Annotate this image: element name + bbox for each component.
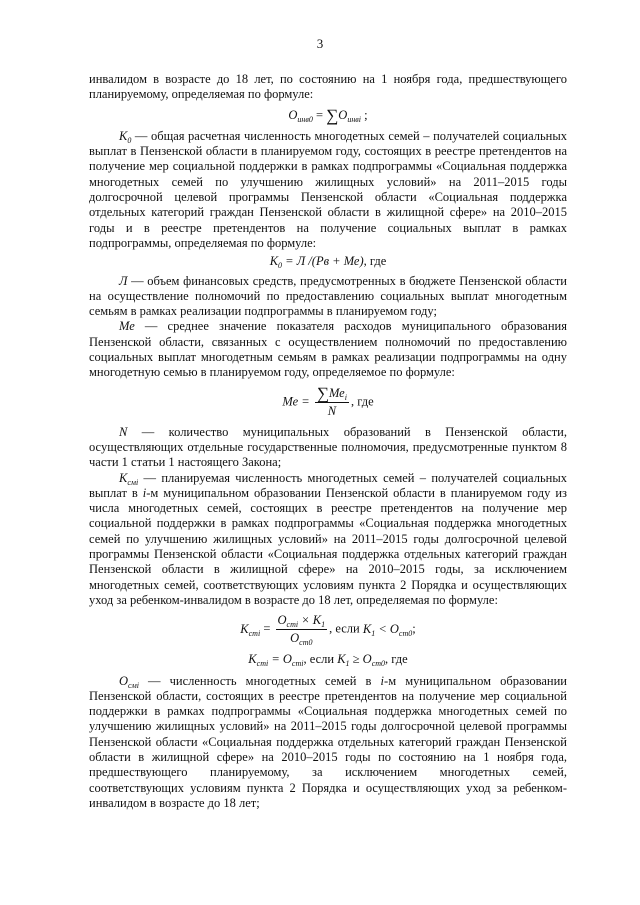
fraction-kcmi: $\frac{O_{cmi} \times K_1}{O_{cm0}}$ <box>277 613 326 648</box>
paragraph-ocmi-definition: $O_{смi}$ — численность многодетных семей в i-м муниципальном образовании Пензенской области, состоящих в реестре претендентов на получение мер социальной поддержки в рамках подпрограммы «Социальная поддержка многодетных семей по улучшению жилищных условий» на 2011–2015 годы долгосрочной целевой программы Пензенской области «Социальная поддержка отдельных категорий граждан Пензенской области в жилищной сфере» на 2010–2015 годы по состоянию на 1 ноября года, предшествующего планируемому, за исключением многодетных семей, соответствующих условиям пункта 2 Порядка и осуществляющих уход за ребенком-инвалидом в возрасте до 18 лет; <box>89 673 567 810</box>
paragraph-intro: инвалидом в возрасте до 18 лет, по состоянию на 1 ноября года, предшествующего планируемому, определяемая по формуле: <box>89 72 567 102</box>
formula-kcmi-2: $K_{cmi} = O_{cmi}$, если $K_1 \ge O_{cm0}$, где <box>248 652 408 669</box>
paragraph-me-definition: Ме — среднее значение показателя расходов муниципального образования Пензенской области, связанных с осуществлением полномочий по предоставлению социальных выплат многодетным семьям в рамках реализации подпрограммы на одну многодетную семью в планируемом году, определяемое по формуле: <box>89 319 567 380</box>
page-number: 3 <box>316 36 324 51</box>
formula-k0: $K_0 = Л$ /(Рв + Ме), где <box>269 254 387 271</box>
paragraph-k0-definition: $K_0$ — общая расчетная численность многодетных семей – получателей социальных выплат в Пензенской области в планируемом году, состоящих в реестре претендентов на получение мер социальной поддержки в рамках подпрограммы «Социальная поддержка многодетных семей по улучшению жилищных условий» на 2011–2015 годы долгосрочной целевой программы Пензенской области «Социальная поддержка отдельных категорий граждан Пензенской области в жилищной сфере» на 2010–2015 годы и в реестре претендентов на получение социальных выплат в рамках подпрограммы, определяемая по формуле: <box>89 128 567 250</box>
formula-me: Ме = $\frac{\sum Ме_i}{N}$ , где <box>282 383 374 418</box>
document-body <box>89 72 567 811</box>
fraction-me: $\frac{\sum Ме_i}{N}$ <box>316 383 347 418</box>
paragraph-l-definition: Л — объем финансовых средств, предусмотренных в бюджете Пензенской области на осуществление полномочий по предоставлению социальных выплат многодетным семьям в рамках реализации подпрограммы в планируемом году; <box>89 273 567 319</box>
paragraph-kcmi-definition: $K_{смi}$ — планируемая численность многодетных семей – получателей социальных выплат в i-м муниципальном образовании Пензенской области в планируемом году из числа многодетных семей, состоящих в реестре претендентов на получение мер социальной поддержки в рамках подпрограммы «Социальная поддержка многодетных семей по улучшению жилищных условий» на 2011–2015 годы долгосрочной целевой программы Пензенской области «Социальная поддержка отдельных категорий граждан Пензенской области в жилищной сфере» на 2010–2015 годы, за исключением многодетных семей, соответствующих условиям пункта 2 Порядка и осуществляющих уход за ребенком-инвалидом в возрасте до 18 лет, определяемая по формуле: <box>89 470 567 607</box>
formula-o-inv0: $O_{инв0} = \sum O_{инвi}$ ; <box>288 105 368 125</box>
paragraph-n-definition: N — количество муниципальных образований в Пензенской области, осуществляющих отдельные государственные полномочия, предусмотренные пунктом 8 части 1 статьи 1 настоящего Закона; <box>89 424 567 470</box>
formula-kcmi-1: $K_{cmi}$ = $\frac{O_{cmi} \times K_1}{O_{cm0}}$ , если $K_1 < O_{cm0}$; <box>240 613 416 648</box>
